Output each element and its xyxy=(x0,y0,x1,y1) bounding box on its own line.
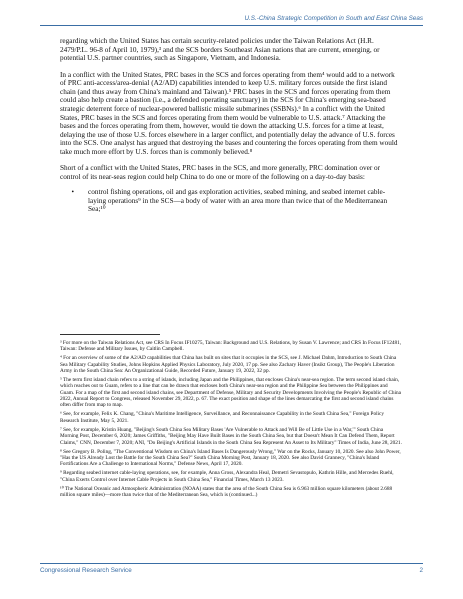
footer-rule xyxy=(40,563,423,564)
bullet-item xyxy=(60,188,402,214)
footnote-5: ⁵ The term first island chain refers to a string of islands, including Japan and the Philippines, that encloses China's near-sea region. The term second island chain, which reaches out to Guam, refers to a line that can be drawn that encloses both China's near-sea region and the Philippine Sea between the Philippines and Guam. For a map of the first and second island chains, see Department of Defense, Military and Security Developments Involving the People's Republic of China 2022, Annual Report to Congress, released November 29, 2022, p. 67. The exact position and shape of the lines demarcating the first and second island chains often differ from map to map. xyxy=(60,377,401,409)
page-number: 2 xyxy=(419,567,423,574)
main-body xyxy=(60,37,402,214)
footnote-10: ¹⁰ The National Oceanic and Atmospheric Administration (NOAA) states that the area of the South China Sea is 6.963 million square kilometers (about 2.688 million square miles)—more than twice that of the Mediterranean Sea, which is (continued...) xyxy=(60,485,393,499)
footnote-7: ⁷ See, for example, Kristin Huang, "Beijing's South China Sea Military Bases 'Are Vulnerable to Attack and Will Be of Little Use in a War,'" South China Morning Post, December 6, 2020; James Griffiths, "Beijing May Have Built Bases in the South China Sea, but that Doesn't Mean It Can Defend Them, Report Claims," CNN, December 7, 2020; ANI, "Do Beijing's Artificial Islands in the South China Sea Represent An Asset to Its Military" Times of India, June 28, 2021. xyxy=(60,426,402,446)
header-rule xyxy=(40,25,423,26)
footnote-9: ⁹ Regarding seabed internet cable-laying operations, see, for example, Anna Gross, Alexandra Heal, Demetri Sevastopulo, Kathrin Hille, and Mercedes Ruehl, "China Exerts Control over Internet Cable Projects in South China Sea," Financial Times, March 13 2023. xyxy=(60,470,394,483)
running-header: U.S.-China Strategic Competition in South and East China Seas xyxy=(244,15,423,22)
footnote-4: ⁴ For an overview of some of the A2/AD capabilities that China has built on sites that it occupies in the SCS, see J. Michael Dahm, Introduction to South China Sea Military Capability Studies, Johns Hopkins Applied Physics Laboratory, July 2020, 17 pp. See also Zachary Haver (Insikt Group), The People's Liberation Army in the South China Sea: An Organizational Guide, Recorded Future, January 19, 2022, 32 pp. xyxy=(60,355,397,375)
paragraph-1: regarding which the United States has certain security-related policies under the Taiwan Relations Act (H.R. 2479/P.L. 96-8 of April 10, 1979),³ and the SCS borders Southeast Asian nations that are current, emerging, or potential U.S. partner countries, such as Singapore, Vietnam, and Indonesia. xyxy=(60,37,380,63)
footnote-3: ³ For more on the Taiwan Relations Act, see CRS In Focus IF10275, Taiwan: Background and U.S. Relations, by Susan V. Lawrence; and CRS In Focus IF12481, Taiwan: Defense and Military Issues, by Caitlin Campbell. xyxy=(60,340,402,353)
bullet-text: control fishing operations, oil and gas exploration activities, seabed mining, and seabed internet cable-laying operations⁹ in the SCS—a body of water with an area more than twice that of the Mediterranean Sea;¹⁰ xyxy=(88,188,388,214)
footnotes xyxy=(60,340,402,501)
footnote-8: ⁸ See Gregory B. Poling, "The Conventional Wisdom on China's Island Bases Is Dangerously Wrong," War on the Rocks, January 10, 2020. See also John Power, "Has the US Already Lost the Battle for the South China Sea?" South China Morning Post, January 18, 2020. See also David Grannecy, "China's Island Fortifications Are a Challenge to International Norms," Defense News, April 17, 2020. xyxy=(60,448,401,468)
footnote-rule xyxy=(60,334,160,335)
paragraph-3: Short of a conflict with the United States, PRC bases in the SCS, and more generally, PRC domination over or control of its near-seas region could help China to do one or more of the following on a day-to-day basis: xyxy=(60,164,381,182)
bullet-dot-icon: • xyxy=(71,188,74,197)
footer-publisher: Congressional Research Service xyxy=(40,567,132,574)
footnote-6: ⁶ See, for example, Felix K. Chang, "China's Maritime Intelligence, Surveillance, and Reconnaissance Capability in the South China Sea," Foreign Policy Research Institute, May 5, 2021. xyxy=(60,411,384,424)
paragraph-2: In a conflict with the United States, PRC bases in the SCS and forces operating from them⁴ would add to a network of PRC anti-access/area-denial (A2/AD) capabilities intended to keep U.S. military forces outside the first island chain (and thus away from China's mainland and Taiwan).⁵ PRC bases in the SCS and forces operating from them could also help create a bastion (i.e., a defended operating sanctuary) in the SCS for China's emerging sea-based strategic deterrent force of nuclear-powered ballistic missile submarines (SSBNs).⁶ In a conflict with the United States, PRC bases in the SCS and forces operating from them would be vulnerable to U.S. attack.⁷ Attacking the bases and the forces operating from them, however, would tie down the attacking U.S. forces for a time at least, delaying the use of those U.S. forces elsewhere in a larger conflict, and potentially delay the advance of U.S. forces into the SCS. One analyst has argued that destroying the bases and countering the forces operating from them would take much more effort by U.S. forces than is commonly believed.⁸ xyxy=(60,70,398,156)
